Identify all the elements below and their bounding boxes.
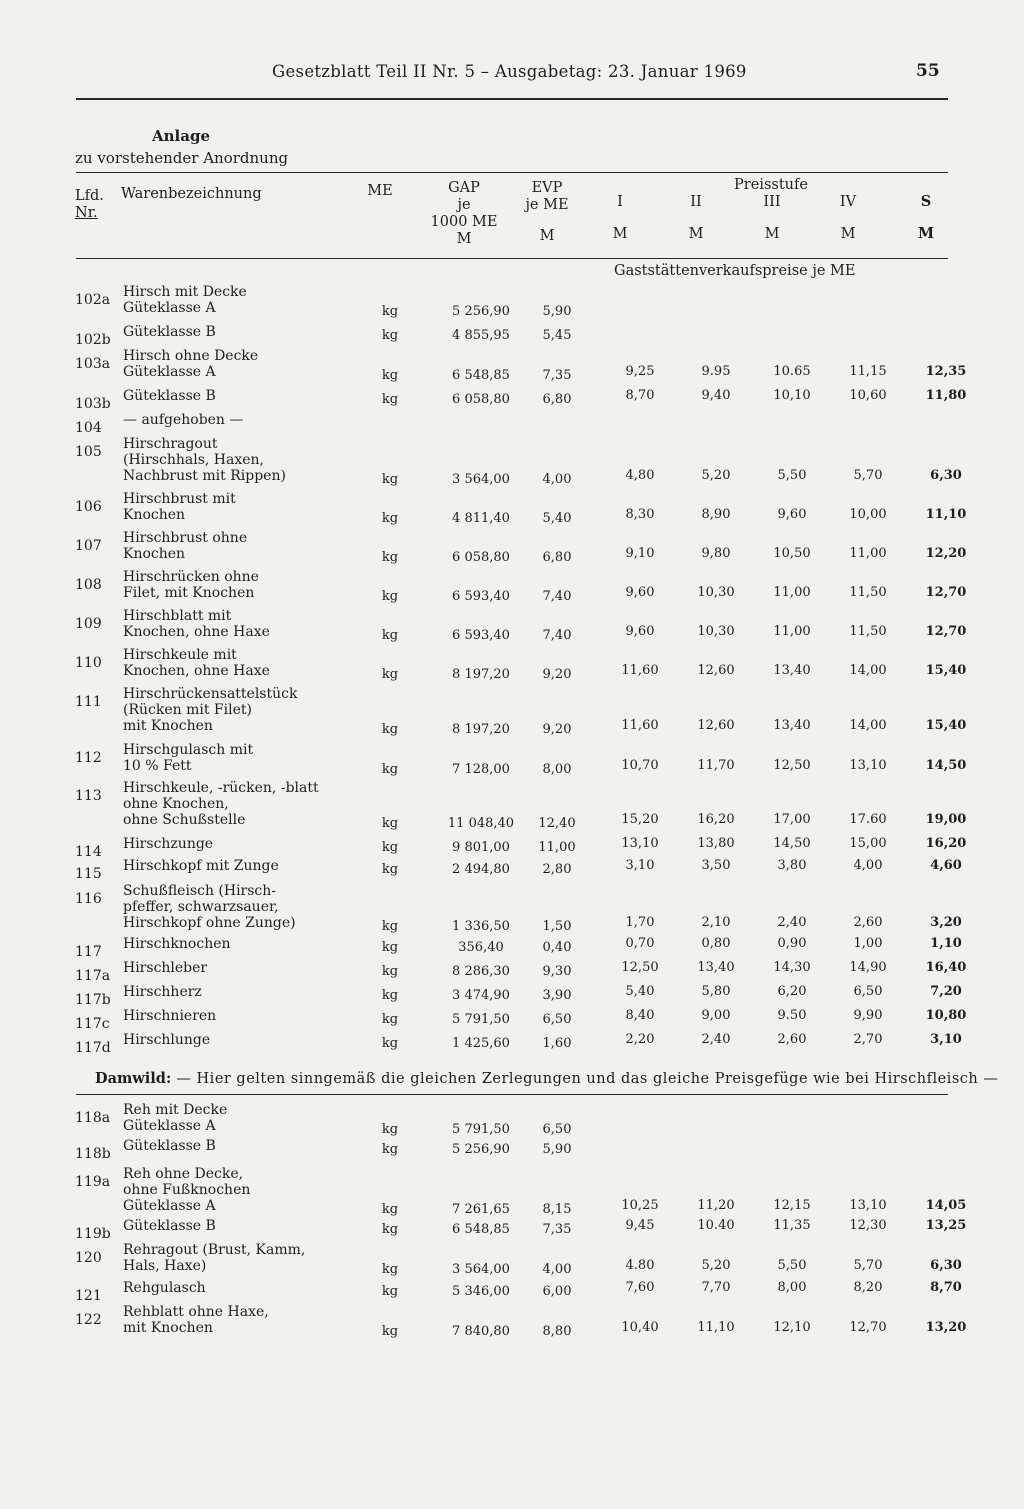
row-price-3: 17,00 <box>773 812 811 827</box>
row-number: 103b <box>75 396 111 412</box>
row-evp: 6,80 <box>542 550 572 565</box>
row-price-4: 13,10 <box>849 758 887 773</box>
table-top-rule <box>76 172 948 173</box>
row-name: Hirschnieren <box>123 1008 217 1024</box>
row-gap: 6 058,80 <box>452 550 510 565</box>
row-price-2: 12,60 <box>697 663 735 678</box>
row-evp: 9,20 <box>542 722 572 737</box>
col-unit-2: M <box>688 226 704 242</box>
page-number: 55 <box>916 61 940 81</box>
row-name: Hirschleber <box>123 960 208 976</box>
row-price-4: 1,00 <box>853 936 883 951</box>
row-me: kg <box>381 1012 399 1027</box>
row-price-1: 0,70 <box>625 936 655 951</box>
row-name: Hirschkeule, -rücken, -blatt ohne Knochen, ohne Schußstelle <box>123 780 319 828</box>
row-price-3: 10.65 <box>773 364 811 379</box>
row-name: Reh ohne Decke, ohne Fußknochen Güteklasse A <box>123 1166 251 1214</box>
row-me: kg <box>381 1324 399 1339</box>
row-price-2: 11,20 <box>697 1198 735 1213</box>
row-gap: 5 791,50 <box>452 1012 510 1027</box>
row-name: Hirschherz <box>123 984 202 1000</box>
anlage-subtitle: zu vorstehender Anordnung <box>75 149 289 167</box>
row-name: Reh mit Decke Güteklasse A <box>123 1102 228 1134</box>
row-price-1: 4,80 <box>625 468 655 483</box>
row-me: kg <box>381 368 399 383</box>
row-name: Hirschblatt mit Knochen, ohne Haxe <box>123 608 270 640</box>
row-me: kg <box>381 472 399 487</box>
col-header-gap: GAP je 1000 ME M <box>430 180 498 247</box>
row-price-4: 10,60 <box>849 388 887 403</box>
row-price-s: 13,25 <box>925 1218 967 1233</box>
row-price-2: 5,20 <box>701 468 731 483</box>
row-price-1: 3,10 <box>625 858 655 873</box>
row-price-2: 2,10 <box>701 915 731 930</box>
row-price-2: 16,20 <box>697 812 735 827</box>
row-number: 102a <box>75 292 111 308</box>
row-gap: 6 593,40 <box>452 628 510 643</box>
row-number: 117c <box>75 1016 110 1032</box>
row-price-s: 19,00 <box>925 812 967 827</box>
row-price-2: 9,80 <box>701 546 731 561</box>
row-price-3: 10,50 <box>773 546 811 561</box>
row-price-4: 12,70 <box>849 1320 887 1335</box>
row-name: Rehragout (Brust, Kamm, Hals, Haxe) <box>123 1242 306 1274</box>
row-price-4: 11,50 <box>849 624 887 639</box>
row-price-2: 2,40 <box>701 1032 731 1047</box>
row-name: — aufgehoben — <box>123 412 244 428</box>
row-gap: 3 564,00 <box>452 472 510 487</box>
row-me: kg <box>381 919 399 934</box>
row-price-4: 11,00 <box>849 546 887 561</box>
row-gap: 6 548,85 <box>452 1222 510 1237</box>
row-price-2: 5,20 <box>701 1258 731 1273</box>
row-evp: 5,90 <box>542 1142 572 1157</box>
row-price-1: 11,60 <box>621 718 659 733</box>
col-header-evp-unit: M <box>539 228 555 244</box>
row-me: kg <box>381 1202 399 1217</box>
row-price-s: 6,30 <box>930 468 962 483</box>
row-evp: 6,50 <box>542 1012 572 1027</box>
row-price-s: 13,20 <box>925 1320 967 1335</box>
row-evp: 8,00 <box>542 762 572 777</box>
row-evp: 6,80 <box>542 392 572 407</box>
row-price-3: 12,50 <box>773 758 811 773</box>
row-price-1: 12,50 <box>621 960 659 975</box>
damwild-note <box>95 1070 998 1087</box>
row-price-2: 10.40 <box>697 1218 735 1233</box>
row-me: kg <box>381 816 399 831</box>
row-gap: 5 346,00 <box>452 1284 510 1299</box>
row-price-1: 8,40 <box>625 1008 655 1023</box>
row-price-s: 3,20 <box>930 915 962 930</box>
row-number: 113 <box>75 788 102 804</box>
row-name: Hirschgulasch mit 10 % Fett <box>123 742 254 774</box>
row-evp: 6,00 <box>542 1284 572 1299</box>
row-number: 117 <box>75 944 102 960</box>
row-gap: 2 494,80 <box>452 862 510 877</box>
row-price-3: 5,50 <box>777 1258 807 1273</box>
row-number: 103a <box>75 356 111 372</box>
row-price-4: 6,50 <box>853 984 883 999</box>
row-gap: 1 336,50 <box>452 919 510 934</box>
row-number: 117a <box>75 968 111 984</box>
row-evp: 1,50 <box>542 919 572 934</box>
row-number: 115 <box>75 866 102 882</box>
row-name: Güteklasse B <box>123 324 216 340</box>
row-gap: 7 128,00 <box>452 762 510 777</box>
row-price-2: 11,10 <box>697 1320 735 1335</box>
row-price-4: 10,00 <box>849 507 887 522</box>
row-name: Rehgulasch <box>123 1280 206 1296</box>
row-me: kg <box>381 589 399 604</box>
row-evp: 0,40 <box>542 940 572 955</box>
row-me: kg <box>381 392 399 407</box>
row-number: 120 <box>75 1250 102 1266</box>
row-number: 114 <box>75 844 102 860</box>
anlage-title: Anlage <box>152 127 210 145</box>
row-number: 107 <box>75 538 102 554</box>
row-number: 102b <box>75 332 111 348</box>
col-header-stufe-4: IV <box>839 194 857 210</box>
row-gap: 5 256,90 <box>452 1142 510 1157</box>
row-evp: 4,00 <box>542 472 572 487</box>
col-header-evp: EVP je ME <box>525 180 569 213</box>
row-gap: 8 286,30 <box>452 964 510 979</box>
row-price-s: 7,20 <box>930 984 962 999</box>
row-price-s: 10,80 <box>925 1008 967 1023</box>
subheading: Gaststättenverkaufspreise je ME <box>614 263 856 279</box>
row-price-2: 13,80 <box>697 836 735 851</box>
row-price-2: 9,00 <box>701 1008 731 1023</box>
row-evp: 3,90 <box>542 988 572 1003</box>
row-price-4: 12,30 <box>849 1218 887 1233</box>
row-price-1: 10,25 <box>621 1198 659 1213</box>
row-evp: 9,20 <box>542 667 572 682</box>
row-price-3: 6,20 <box>777 984 807 999</box>
row-number: 119a <box>75 1174 111 1190</box>
header-bottom-rule <box>76 258 948 259</box>
row-price-s: 16,20 <box>925 836 967 851</box>
row-price-2: 12,60 <box>697 718 735 733</box>
row-name: Güteklasse B <box>123 1138 216 1154</box>
row-me: kg <box>381 304 399 319</box>
row-gap: 1 425,60 <box>452 1036 510 1051</box>
col-unit-1: M <box>612 226 628 242</box>
row-price-1: 1,70 <box>625 915 655 930</box>
col-header-lfd: Lfd. <box>75 188 104 204</box>
row-number: 116 <box>75 891 102 907</box>
row-price-4: 11,15 <box>849 364 887 379</box>
row-name: Hirschlunge <box>123 1032 211 1048</box>
row-name: Hirschbrust mit Knochen <box>123 491 236 523</box>
row-me: kg <box>381 940 399 955</box>
row-price-3: 11,35 <box>773 1218 811 1233</box>
row-price-4: 5,70 <box>853 468 883 483</box>
row-gap: 8 197,20 <box>452 667 510 682</box>
row-me: kg <box>381 511 399 526</box>
row-gap: 6 548,85 <box>452 368 510 383</box>
row-me: kg <box>381 628 399 643</box>
row-evp: 12,40 <box>538 816 576 831</box>
row-name: Hirsch ohne Decke Güteklasse A <box>123 348 259 380</box>
row-price-3: 3,80 <box>777 858 807 873</box>
row-price-1: 9,45 <box>625 1218 655 1233</box>
row-price-1: 10,40 <box>621 1320 659 1335</box>
row-price-2: 10,30 <box>697 585 735 600</box>
col-header-ware: Warenbezeichnung <box>121 186 262 202</box>
row-price-1: 8,30 <box>625 507 655 522</box>
page-header: Gesetzblatt Teil II Nr. 5 – Ausgabetag: 23. Januar 1969 <box>272 62 747 81</box>
row-price-3: 13,40 <box>773 663 811 678</box>
row-evp: 5,90 <box>542 304 572 319</box>
row-price-4: 4,00 <box>853 858 883 873</box>
row-price-s: 1,10 <box>930 936 962 951</box>
row-price-s: 6,30 <box>930 1258 962 1273</box>
row-price-3: 0,90 <box>777 936 807 951</box>
row-price-s: 11,80 <box>925 388 967 403</box>
row-name: Hirschrückensattelstück (Rücken mit Filet) mit Knochen <box>123 686 298 734</box>
row-evp: 6,50 <box>542 1122 572 1137</box>
row-price-2: 9,40 <box>701 388 731 403</box>
row-price-4: 5,70 <box>853 1258 883 1273</box>
row-price-s: 4,60 <box>930 858 962 873</box>
row-evp: 8,15 <box>542 1202 572 1217</box>
row-gap: 6 058,80 <box>452 392 510 407</box>
col-header-preisstufe: Preisstufe <box>734 177 808 193</box>
row-number: 106 <box>75 499 102 515</box>
row-number: 118a <box>75 1110 111 1126</box>
row-me: kg <box>381 667 399 682</box>
row-me: kg <box>381 1036 399 1051</box>
damwild-note-text: — Hier gelten sinngemäß die gleichen Zerlegungen und das gleiche Preisgefüge wie bei Hirschfleisch — <box>171 1071 999 1087</box>
row-gap: 4 811,40 <box>452 511 510 526</box>
row-gap: 356,40 <box>458 940 504 955</box>
row-me: kg <box>381 550 399 565</box>
row-number: 108 <box>75 577 102 593</box>
row-price-2: 13,40 <box>697 960 735 975</box>
row-price-s: 14,50 <box>925 758 967 773</box>
row-number: 104 <box>75 420 102 436</box>
row-price-s: 11,10 <box>925 507 967 522</box>
row-price-3: 10,10 <box>773 388 811 403</box>
row-price-1: 13,10 <box>621 836 659 851</box>
row-name: Hirschrücken ohne Filet, mit Knochen <box>123 569 259 601</box>
row-evp: 7,40 <box>542 628 572 643</box>
row-price-2: 9.95 <box>701 364 731 379</box>
row-price-4: 13,10 <box>849 1198 887 1213</box>
row-price-4: 2,70 <box>853 1032 883 1047</box>
row-price-1: 9,60 <box>625 585 655 600</box>
row-price-3: 12,10 <box>773 1320 811 1335</box>
row-gap: 4 855,95 <box>452 328 510 343</box>
row-gap: 9 801,00 <box>452 840 510 855</box>
row-number: 105 <box>75 444 102 460</box>
row-me: kg <box>381 1142 399 1157</box>
row-price-3: 2,60 <box>777 1032 807 1047</box>
row-me: kg <box>381 840 399 855</box>
row-price-4: 14,90 <box>849 960 887 975</box>
row-price-1: 9,10 <box>625 546 655 561</box>
row-gap: 6 593,40 <box>452 589 510 604</box>
row-gap: 11 048,40 <box>447 816 515 831</box>
row-number: 122 <box>75 1312 102 1328</box>
col-header-stufe-2: II <box>690 194 702 210</box>
row-price-4: 11,50 <box>849 585 887 600</box>
damwild-note-label: Damwild: <box>95 1070 172 1087</box>
row-price-s: 3,10 <box>930 1032 962 1047</box>
col-unit-s: M <box>917 225 935 242</box>
row-price-2: 0,80 <box>701 936 731 951</box>
row-evp: 5,40 <box>542 511 572 526</box>
col-header-stufe-s: S <box>920 193 932 210</box>
row-me: kg <box>381 988 399 1003</box>
row-price-3: 11,00 <box>773 624 811 639</box>
row-name: Schußfleisch (Hirsch- pfeffer, schwarzsauer, Hirschkopf ohne Zunge) <box>123 883 296 931</box>
row-price-4: 15,00 <box>849 836 887 851</box>
row-name: Güteklasse B <box>123 388 216 404</box>
header-rule <box>76 98 948 100</box>
row-me: kg <box>381 862 399 877</box>
row-price-1: 5,40 <box>625 984 655 999</box>
row-name: Hirschzunge <box>123 836 214 852</box>
row-number: 119b <box>75 1226 111 1242</box>
row-price-2: 8,90 <box>701 507 731 522</box>
row-me: kg <box>381 762 399 777</box>
row-price-4: 8,20 <box>853 1280 883 1295</box>
note-rule <box>76 1094 948 1095</box>
row-price-4: 2,60 <box>853 915 883 930</box>
row-price-3: 13,40 <box>773 718 811 733</box>
row-price-3: 9.50 <box>777 1008 807 1023</box>
row-price-1: 9,60 <box>625 624 655 639</box>
row-evp: 2,80 <box>542 862 572 877</box>
row-price-1: 2,20 <box>625 1032 655 1047</box>
row-gap: 5 256,90 <box>452 304 510 319</box>
row-me: kg <box>381 1284 399 1299</box>
row-price-s: 12,70 <box>925 624 967 639</box>
row-name: Hirschragout (Hirschhals, Haxen, Nachbrust mit Rippen) <box>123 436 286 484</box>
row-price-s: 15,40 <box>925 718 967 733</box>
row-me: kg <box>381 722 399 737</box>
row-gap: 3 564,00 <box>452 1262 510 1277</box>
row-gap: 3 474,90 <box>452 988 510 1003</box>
row-number: 118b <box>75 1146 111 1162</box>
row-me: kg <box>381 1222 399 1237</box>
row-me: kg <box>381 964 399 979</box>
row-price-3: 12,15 <box>773 1198 811 1213</box>
row-gap: 8 197,20 <box>452 722 510 737</box>
row-me: kg <box>381 1262 399 1277</box>
col-header-stufe-3: III <box>763 194 781 210</box>
row-price-3: 11,00 <box>773 585 811 600</box>
row-name: Hirsch mit Decke Güteklasse A <box>123 284 247 316</box>
row-price-1: 8,70 <box>625 388 655 403</box>
row-gap: 7 840,80 <box>452 1324 510 1339</box>
row-price-3: 8,00 <box>777 1280 807 1295</box>
row-number: 110 <box>75 655 102 671</box>
row-name: Hirschknochen <box>123 936 231 952</box>
row-price-s: 14,05 <box>925 1198 967 1213</box>
col-header-nr: Nr. <box>75 205 98 221</box>
row-evp: 1,60 <box>542 1036 572 1051</box>
row-number: 111 <box>75 694 102 710</box>
row-price-s: 8,70 <box>930 1280 962 1295</box>
row-price-1: 11,60 <box>621 663 659 678</box>
row-evp: 7,35 <box>542 368 572 383</box>
row-price-2: 5,80 <box>701 984 731 999</box>
row-price-3: 5,50 <box>777 468 807 483</box>
row-name: Hirschkeule mit Knochen, ohne Haxe <box>123 647 270 679</box>
row-price-3: 14,50 <box>773 836 811 851</box>
row-price-1: 4.80 <box>625 1258 655 1273</box>
row-price-3: 14,30 <box>773 960 811 975</box>
col-unit-4: M <box>840 226 856 242</box>
row-price-4: 17.60 <box>849 812 887 827</box>
row-price-s: 12,70 <box>925 585 967 600</box>
row-price-3: 9,60 <box>777 507 807 522</box>
row-price-1: 10,70 <box>621 758 659 773</box>
row-name: Hirschkopf mit Zunge <box>123 858 279 874</box>
row-number: 117b <box>75 992 111 1008</box>
row-evp: 9,30 <box>542 964 572 979</box>
row-price-4: 9,90 <box>853 1008 883 1023</box>
row-evp: 7,35 <box>542 1222 572 1237</box>
row-gap: 5 791,50 <box>452 1122 510 1137</box>
row-price-4: 14,00 <box>849 663 887 678</box>
row-price-2: 3,50 <box>701 858 731 873</box>
row-number: 121 <box>75 1288 102 1304</box>
row-evp: 11,00 <box>538 840 576 855</box>
row-price-1: 15,20 <box>621 812 659 827</box>
row-evp: 7,40 <box>542 589 572 604</box>
row-name: Hirschbrust ohne Knochen <box>123 530 248 562</box>
row-name: Rehblatt ohne Haxe, mit Knochen <box>123 1304 269 1336</box>
row-price-s: 12,20 <box>925 546 967 561</box>
row-me: kg <box>381 1122 399 1137</box>
row-price-2: 11,70 <box>697 758 735 773</box>
row-number: 117d <box>75 1040 111 1056</box>
row-number: 112 <box>75 750 102 766</box>
row-evp: 4,00 <box>542 1262 572 1277</box>
row-gap: 7 261,65 <box>452 1202 510 1217</box>
row-price-s: 15,40 <box>925 663 967 678</box>
row-evp: 8,80 <box>542 1324 572 1339</box>
row-name: Güteklasse B <box>123 1218 216 1234</box>
row-price-2: 7,70 <box>701 1280 731 1295</box>
row-price-1: 9,25 <box>625 364 655 379</box>
col-unit-3: M <box>764 226 780 242</box>
row-price-1: 7,60 <box>625 1280 655 1295</box>
row-number: 109 <box>75 616 102 632</box>
col-header-stufe-1: I <box>617 194 623 210</box>
col-header-me: ME <box>367 183 393 199</box>
row-evp: 5,45 <box>542 328 572 343</box>
row-price-4: 14,00 <box>849 718 887 733</box>
row-me: kg <box>381 328 399 343</box>
row-price-3: 2,40 <box>777 915 807 930</box>
row-price-s: 12,35 <box>925 364 967 379</box>
row-price-s: 16,40 <box>925 960 967 975</box>
row-price-2: 10,30 <box>697 624 735 639</box>
